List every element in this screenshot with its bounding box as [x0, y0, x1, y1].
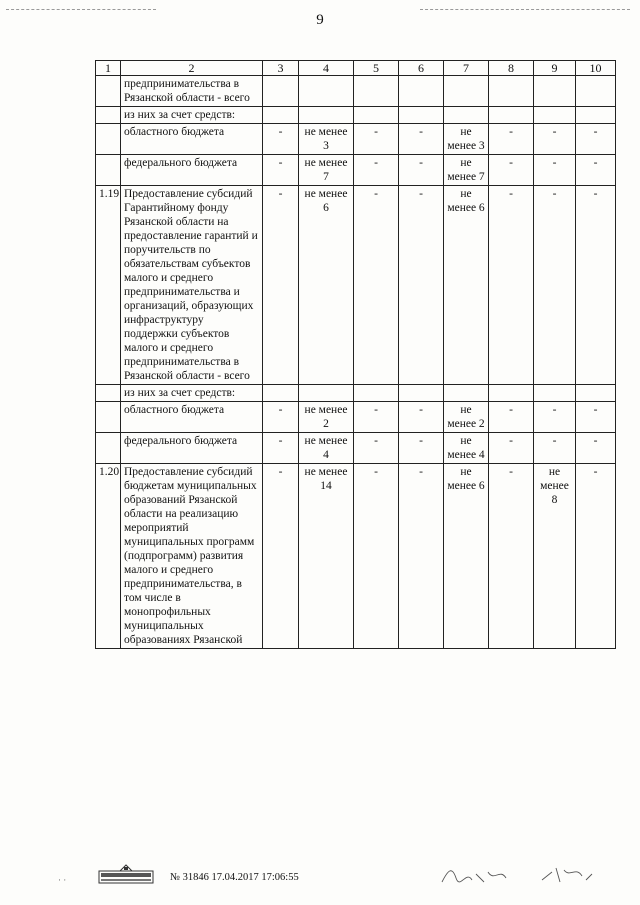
value-cell	[489, 107, 534, 124]
value-cell	[489, 76, 534, 107]
value-cell: не менее 4	[444, 433, 489, 464]
value-cell: -	[354, 186, 399, 385]
value-cell: -	[576, 464, 616, 649]
value-cell: -	[576, 433, 616, 464]
row-description: областного бюджета	[121, 402, 263, 433]
table-row	[96, 385, 616, 402]
value-cell: -	[263, 464, 299, 649]
value-cell: -	[263, 402, 299, 433]
row-number: 1.19	[96, 186, 121, 385]
value-cell	[534, 76, 576, 107]
value-cell	[444, 76, 489, 107]
value-cell	[263, 107, 299, 124]
value-cell: -	[489, 433, 534, 464]
value-cell: -	[534, 402, 576, 433]
value-cell: -	[489, 124, 534, 155]
header-cell: 7	[444, 61, 489, 76]
row-description: Предоставление субсидий бюджетам муниципальных образований Рязанской области на реализацию мероприятий муниципальных программ (подпрограмм) развития малого и среднего предпринимательства, в том числе в монопрофильных муниципальных образованиях Рязанской	[121, 464, 263, 649]
value-cell: -	[534, 155, 576, 186]
value-cell: -	[534, 124, 576, 155]
footer	[98, 860, 618, 900]
value-cell: -	[354, 402, 399, 433]
value-cell	[354, 107, 399, 124]
value-cell: -	[354, 155, 399, 186]
value-cell: -	[399, 433, 444, 464]
value-cell	[399, 385, 444, 402]
table-row	[96, 155, 616, 186]
row-number	[96, 124, 121, 155]
row-description: областного бюджета	[121, 124, 263, 155]
value-cell	[444, 385, 489, 402]
header-cell: 9	[534, 61, 576, 76]
value-cell: не менее 4	[299, 433, 354, 464]
row-description: федерального бюджета	[121, 155, 263, 186]
value-cell: не менее 2	[444, 402, 489, 433]
value-cell	[534, 385, 576, 402]
value-cell	[299, 385, 354, 402]
value-cell: не менее 2	[299, 402, 354, 433]
value-cell	[576, 76, 616, 107]
header-cell: 5	[354, 61, 399, 76]
value-cell: -	[263, 433, 299, 464]
row-number	[96, 76, 121, 107]
row-number	[96, 385, 121, 402]
value-cell: не менее 8	[534, 464, 576, 649]
table-row	[96, 464, 616, 649]
value-cell	[576, 107, 616, 124]
value-cell	[354, 385, 399, 402]
header-cell: 2	[121, 61, 263, 76]
value-cell: не менее 3	[299, 124, 354, 155]
scan-artifact	[420, 9, 630, 10]
value-cell: -	[576, 402, 616, 433]
value-cell: -	[263, 124, 299, 155]
row-description: предпринимательства в Рязанской области - всего	[121, 76, 263, 107]
value-cell: -	[354, 464, 399, 649]
table-row	[96, 76, 616, 107]
value-cell	[263, 385, 299, 402]
value-cell: -	[534, 186, 576, 385]
value-cell: -	[399, 186, 444, 385]
value-cell: не менее 6	[444, 464, 489, 649]
header-cell: 10	[576, 61, 616, 76]
value-cell: -	[576, 186, 616, 385]
value-cell	[354, 76, 399, 107]
value-cell: не менее 3	[444, 124, 489, 155]
data-table	[95, 60, 616, 649]
value-cell: -	[489, 464, 534, 649]
registration-stamp: № 31846 17.04.2017 17:06:55	[170, 872, 299, 883]
value-cell: -	[263, 155, 299, 186]
value-cell	[576, 385, 616, 402]
row-description: из них за счет средств:	[121, 107, 263, 124]
registry-logo-icon	[98, 864, 154, 884]
value-cell: не менее 7	[444, 155, 489, 186]
value-cell: -	[399, 124, 444, 155]
page-number: 9	[316, 12, 324, 28]
value-cell	[299, 107, 354, 124]
row-number: 1.20	[96, 464, 121, 649]
row-description: Предоставление субсидий Гарантийному фонду Рязанской области на предоставление гарантий и поручительств по обязательствам субъектов малого и среднего предпринимательства и организаций, образующих инфраструктуру поддержки субъектов малого и среднего предпринимательства в Рязанской области - всего	[121, 186, 263, 385]
value-cell: -	[399, 155, 444, 186]
value-cell: не менее 14	[299, 464, 354, 649]
value-cell	[489, 385, 534, 402]
header-cell: 4	[299, 61, 354, 76]
value-cell: не менее 6	[299, 186, 354, 385]
value-cell: -	[534, 433, 576, 464]
value-cell: -	[354, 124, 399, 155]
scan-artifact	[6, 9, 156, 10]
value-cell: -	[576, 124, 616, 155]
value-cell: -	[489, 402, 534, 433]
row-number	[96, 107, 121, 124]
value-cell	[444, 107, 489, 124]
value-cell	[399, 107, 444, 124]
value-cell: -	[354, 433, 399, 464]
signature-mark	[438, 860, 528, 890]
header-cell: 8	[489, 61, 534, 76]
row-description: из них за счет средств:	[121, 385, 263, 402]
row-description: федерального бюджета	[121, 433, 263, 464]
scan-artifact: · ·	[58, 875, 67, 885]
value-cell: не менее 7	[299, 155, 354, 186]
row-number	[96, 433, 121, 464]
row-number	[96, 155, 121, 186]
header-row	[96, 61, 616, 76]
value-cell: -	[576, 155, 616, 186]
row-number	[96, 402, 121, 433]
table-row	[96, 107, 616, 124]
value-cell: не менее 6	[444, 186, 489, 385]
table-row	[96, 186, 616, 385]
value-cell	[399, 76, 444, 107]
value-cell: -	[399, 402, 444, 433]
value-cell	[534, 107, 576, 124]
header-cell: 3	[263, 61, 299, 76]
table-row	[96, 402, 616, 433]
value-cell	[299, 76, 354, 107]
value-cell: -	[489, 155, 534, 186]
value-cell: -	[263, 186, 299, 385]
value-cell: -	[489, 186, 534, 385]
table-row	[96, 433, 616, 464]
table-row	[96, 124, 616, 155]
signature-mark	[538, 860, 598, 890]
header-cell: 6	[399, 61, 444, 76]
value-cell	[263, 76, 299, 107]
header-cell: 1	[96, 61, 121, 76]
value-cell: -	[399, 464, 444, 649]
